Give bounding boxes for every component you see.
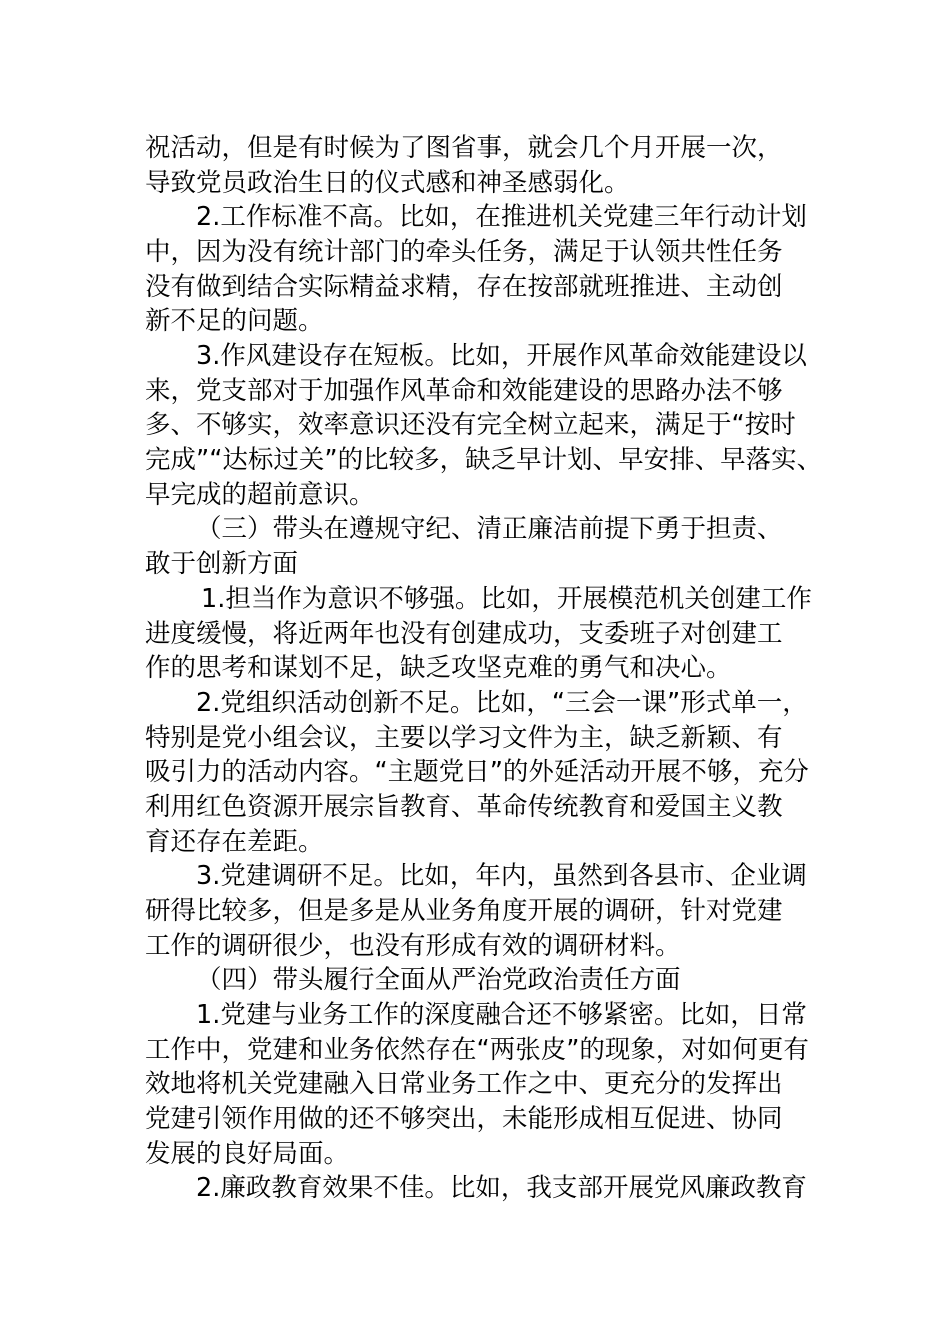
section-heading: （四）带头履行全面从严治党政治责任方面 — [196, 965, 681, 995]
text-line: 育还存在差距。 — [145, 827, 324, 857]
text-line: 作的思考和谋划不足，缺乏攻坚克难的勇气和决心。 — [145, 653, 732, 683]
text-line: 党建引领作用做的还不够突出，未能形成相互促进、协同 — [145, 1104, 783, 1134]
text-line: 研得比较多，但是多是从业务角度开展的调研，针对党建 — [145, 896, 783, 926]
text-line: 工作中，党建和业务依然存在“两张皮”的现象，对如何更有 — [145, 1035, 809, 1065]
text-line: 中，因为没有统计部门的牵头任务，满足于认领共性任务 — [145, 237, 783, 267]
text-line: 发展的良好局面。 — [145, 1139, 350, 1169]
text-line: 效地将机关党建融入日常业务工作之中、更充分的发挥出 — [145, 1069, 783, 1099]
text-line: 工作的调研很少，也没有形成有效的调研材料。 — [145, 931, 681, 961]
text-line: 来，党支部对于加强作风革命和效能建设的思路办法不够 — [145, 376, 783, 406]
paragraph-start: 3.党建调研不足。比如，年内，虽然到各县市、企业调 — [196, 861, 807, 891]
text-line: 多、不够实，效率意识还没有完全树立起来，满足于“按时 — [145, 410, 796, 440]
paragraph-start: 3.作风建设存在短板。比如，开展作风革命效能建设以 — [196, 341, 807, 371]
text-line: 进度缓慢，将近两年也没有创建成功，支委班子对创建工 — [145, 619, 783, 649]
paragraph-start: 2.廉政教育效果不佳。比如，我支部开展党风廉政教育 — [196, 1173, 807, 1203]
paragraph-start: 2.党组织活动创新不足。比如，“三会一课”形式单一， — [196, 688, 808, 718]
text-line: 没有做到结合实际精益求精，存在按部就班推进、主动创 — [145, 272, 783, 302]
text-line: 祝活动，但是有时候为了图省事，就会几个月开展一次， — [145, 133, 783, 163]
paragraph-start: 2.工作标准不高。比如，在推进机关党建三年行动计划 — [196, 202, 807, 232]
paragraph-start: 1.担当作为意识不够强。比如，开展模范机关创建工作 — [201, 584, 812, 614]
text-line: 利用红色资源开展宗旨教育、革命传统教育和爱国主义教 — [145, 792, 783, 822]
section-heading: （三）带头在遵规守纪、清正廉洁前提下勇于担责、 — [196, 514, 783, 544]
section-heading-cont: 敢于创新方面 — [145, 549, 299, 579]
text-line: 完成”“达标过关”的比较多，缺乏早计划、早安排、早落实、 — [145, 445, 823, 475]
text-line: 吸引力的活动内容。“主题党日”的外延活动开展不够，充分 — [145, 757, 809, 787]
text-line: 导致党员政治生日的仪式感和神圣感弱化。 — [145, 168, 630, 198]
paragraph-start: 1.党建与业务工作的深度融合还不够紧密。比如，日常 — [196, 1000, 807, 1030]
text-line: 特别是党小组会议，主要以学习文件为主，缺乏新颖、有 — [145, 723, 783, 753]
text-line: 新不足的问题。 — [145, 306, 324, 336]
text-line: 早完成的超前意识。 — [145, 480, 375, 510]
